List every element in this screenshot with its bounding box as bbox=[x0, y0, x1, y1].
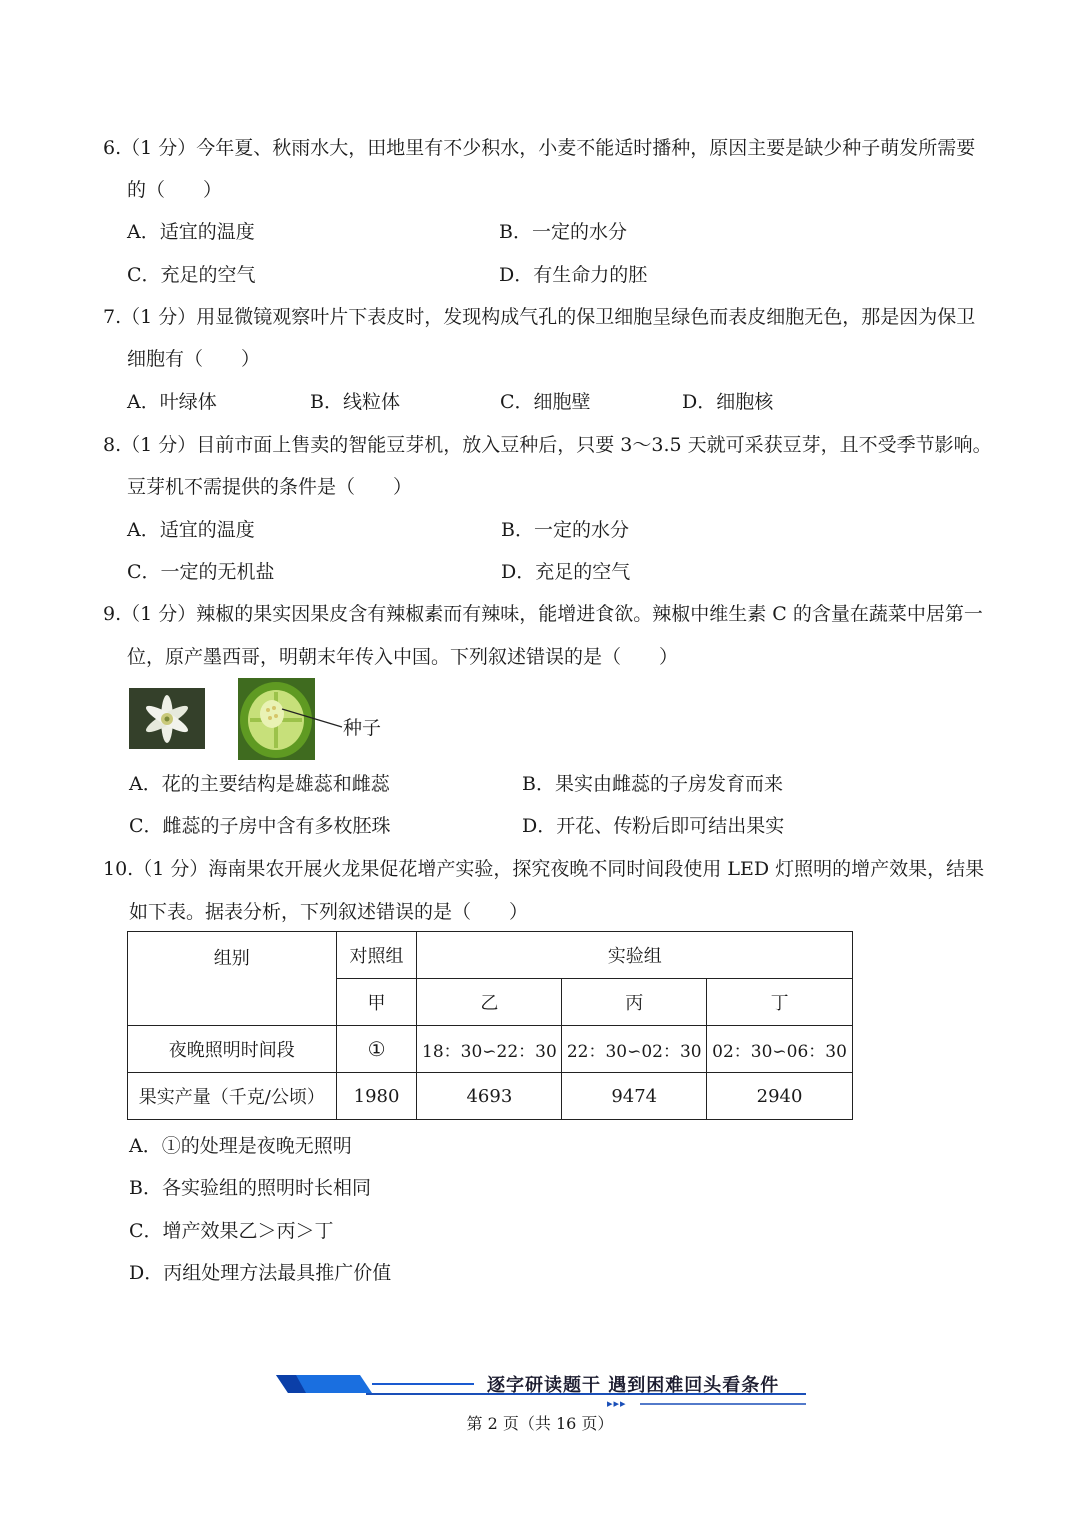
table-cell-yield-ding: 2940 bbox=[707, 1073, 853, 1120]
q8-option-d[interactable]: D．充足的空气 bbox=[501, 561, 631, 583]
table-subgroup-bing: 丙 bbox=[562, 979, 707, 1026]
table-header-group: 组别 bbox=[128, 932, 337, 1026]
table-cell-lighting-yi: 18：30∽22：30 bbox=[417, 1026, 562, 1073]
q9-option-a[interactable]: A．花的主要结构是雄蕊和雌蕊 bbox=[129, 773, 390, 795]
page-number: 第 2 页（共 16 页） bbox=[466, 1414, 614, 1433]
footer-slogan: 逐字研读题干 遇到困难回头看条件 bbox=[487, 1375, 780, 1396]
q8-option-a[interactable]: A．适宜的温度 bbox=[127, 519, 255, 541]
q9-stem-line1: 9.（1 分）辣椒的果实因果皮含有辣椒素而有辣味，能增进食欲。辣椒中维生素 C 的含量在蔬菜中居第一 bbox=[103, 603, 983, 625]
table-cell-yield-yi: 4693 bbox=[417, 1073, 562, 1120]
q8-stem-line2: 豆芽机不需提供的条件是（ ） bbox=[127, 476, 413, 498]
q7-option-d[interactable]: D．细胞核 bbox=[682, 391, 774, 413]
seed-label: 种子 bbox=[343, 717, 382, 739]
table-row-label-yield: 果实产量（千克/公顷） bbox=[128, 1073, 337, 1120]
q6-option-a[interactable]: A．适宜的温度 bbox=[127, 221, 255, 243]
q7-option-b[interactable]: B．线粒体 bbox=[310, 391, 400, 413]
q6-stem-line2: 的（ ） bbox=[127, 179, 223, 201]
q10-stem-line1: 10.（1 分）海南果农开展火龙果促花增产实验，探究夜晚不同时间段使用 LED 灯照明的增产效果，结果 bbox=[103, 858, 985, 880]
q7-option-a[interactable]: A．叶绿体 bbox=[127, 391, 217, 413]
table-cell-lighting-jia: ① bbox=[336, 1026, 417, 1073]
q10-option-c[interactable]: C．增产效果乙＞丙＞丁 bbox=[129, 1220, 334, 1242]
table-row-label-lighting: 夜晚照明时间段 bbox=[128, 1026, 337, 1073]
q10-option-b[interactable]: B．各实验组的照明时长相同 bbox=[129, 1177, 371, 1199]
table-subgroup-ding: 丁 bbox=[707, 979, 853, 1026]
footer-arrows: ▸▸▸ bbox=[607, 1397, 627, 1410]
q8-option-b[interactable]: B．一定的水分 bbox=[501, 519, 629, 541]
q9-stem-line2: 位，原产墨西哥，明朝末年传入中国。下列叙述错误的是（ ） bbox=[127, 646, 679, 668]
q7-option-c[interactable]: C．细胞壁 bbox=[500, 391, 591, 413]
table-subgroup-yi: 乙 bbox=[417, 979, 562, 1026]
q9-option-c[interactable]: C．雌蕊的子房中含有多枚胚珠 bbox=[129, 815, 391, 837]
q9-option-d[interactable]: D．开花、传粉后即可结出果实 bbox=[522, 815, 785, 837]
q8-stem-line1: 8.（1 分）目前市面上售卖的智能豆芽机，放入豆种后，只要 3～3.5 天就可采获豆芽，且不受季节影响。 bbox=[103, 434, 992, 456]
table-header-experiment: 实验组 bbox=[417, 932, 853, 979]
table-cell-yield-jia: 1980 bbox=[336, 1073, 417, 1120]
table-subgroup-jia: 甲 bbox=[336, 979, 417, 1026]
q10-option-a[interactable]: A．①的处理是夜晚无照明 bbox=[129, 1135, 352, 1157]
q9-option-b[interactable]: B．果实由雌蕊的子房发育而来 bbox=[522, 773, 783, 795]
pepper-flower-image bbox=[129, 688, 205, 749]
seed-pointer-line bbox=[280, 705, 350, 735]
table-header-control: 对照组 bbox=[336, 932, 417, 979]
q6-option-b[interactable]: B．一定的水分 bbox=[499, 221, 627, 243]
q7-stem-line2: 细胞有（ ） bbox=[127, 348, 261, 370]
q7-stem-line1: 7.（1 分）用显微镜观察叶片下表皮时，发现构成气孔的保卫细胞呈绿色而表皮细胞无色，那是因为保卫 bbox=[103, 306, 976, 328]
q6-option-c[interactable]: C．充足的空气 bbox=[127, 264, 256, 286]
table-cell-yield-bing: 9474 bbox=[562, 1073, 707, 1120]
q10-stem-line2: 如下表。据表分析，下列叙述错误的是（ ） bbox=[129, 901, 529, 923]
q10-option-d[interactable]: D．丙组处理方法最具推广价值 bbox=[129, 1262, 392, 1284]
table-cell-lighting-bing: 22：30∽02：30 bbox=[562, 1026, 707, 1073]
table-cell-lighting-ding: 02：30∽06：30 bbox=[707, 1026, 853, 1073]
q6-stem-line1: 6.（1 分）今年夏、秋雨水大，田地里有不少积水，小麦不能适时播种，原因主要是缺少种子萌发所需要 bbox=[103, 137, 976, 159]
q6-option-d[interactable]: D．有生命力的胚 bbox=[499, 264, 648, 286]
q8-option-c[interactable]: C．一定的无机盐 bbox=[127, 561, 275, 583]
results-table bbox=[127, 931, 853, 1120]
